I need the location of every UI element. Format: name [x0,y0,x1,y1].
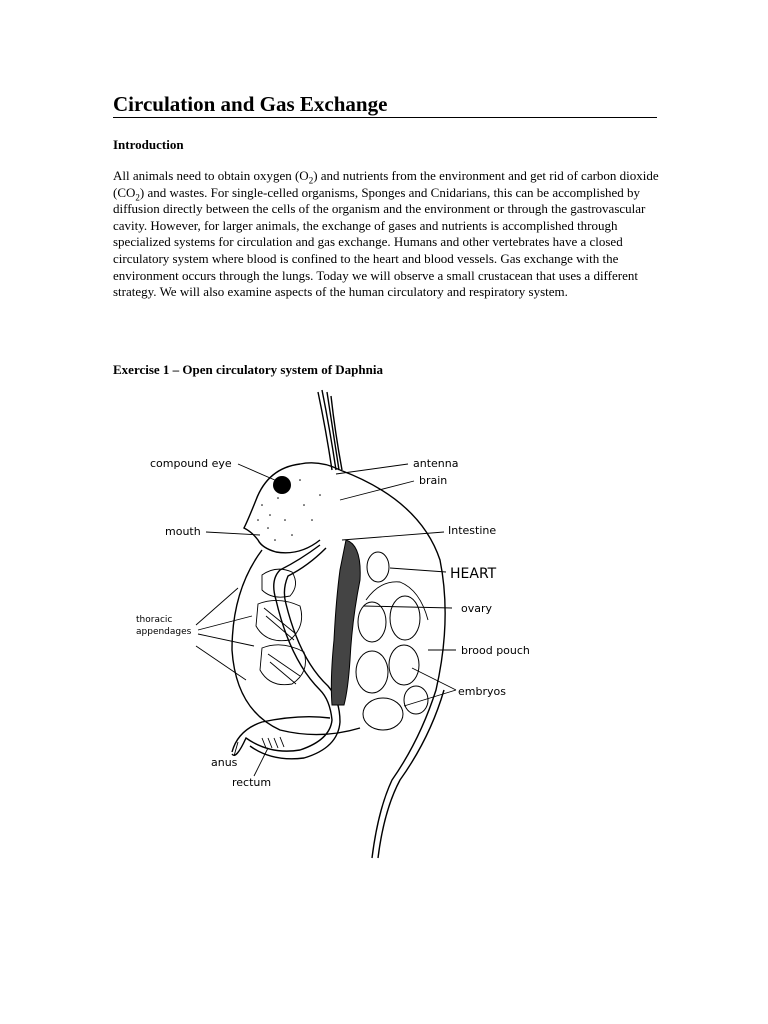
heart-shape [367,552,389,582]
label-heart: HEART [450,566,497,582]
intro-subscript-2: 2 [135,192,140,203]
page-title: Circulation and Gas Exchange [113,92,657,118]
label-anus: anus [211,756,238,769]
intro-text-3: ) and wastes. For single-celled organisms, Sponges and Cnidarians, this can be accomplished by diffusion directly between the cells of the organism and the environment or through the gastrovascular cavity. However, for larger animals, the exchange of gases and nutrients is accomplished through specialized systems for circulation and gas exchange. Humans and other vertebrates have a closed circulatory system where blood is confined to the heart and blood vessels. Gas exchange with the environment occurs through the lungs. Today we will observe a small crustacean that uses a different strategy. We will also examine aspects of the human circulatory and respiratory system. [113,184,646,300]
label-antenna: antenna [413,457,459,470]
introduction-heading: Introduction [113,137,184,152]
gut-column [331,540,360,705]
antenna-bristles [318,390,342,470]
rectum-claws [262,737,284,748]
label-mouth: mouth [165,525,201,538]
exercise-1-heading: Exercise 1 – Open circulatory system of Daphnia [113,362,383,377]
label-brood-pouch: brood pouch [461,644,530,657]
introduction-paragraph [113,168,661,301]
daphnia-diagram [0,380,768,880]
intro-text-1: All animals need to obtain oxygen (O [113,168,309,183]
embryos [356,596,428,730]
label-embryos: embryos [458,685,506,698]
label-brain: brain [419,474,448,487]
label-rectum: rectum [232,776,272,789]
intro-text-2: ) and nutrients from the environment and get rid of carbon dioxide (CO [113,168,659,200]
head-outline [244,463,340,553]
compound-eye-mark [273,476,291,494]
label-intestine: Intestine [448,524,497,537]
label-appendages: appendages [136,627,192,637]
thoracic-appendages [256,569,306,685]
label-ovary: ovary [461,602,493,615]
label-compound-eye: compound eye [150,457,232,470]
intro-subscript-1: 2 [308,175,314,186]
label-thoracic: thoracic [136,615,173,625]
